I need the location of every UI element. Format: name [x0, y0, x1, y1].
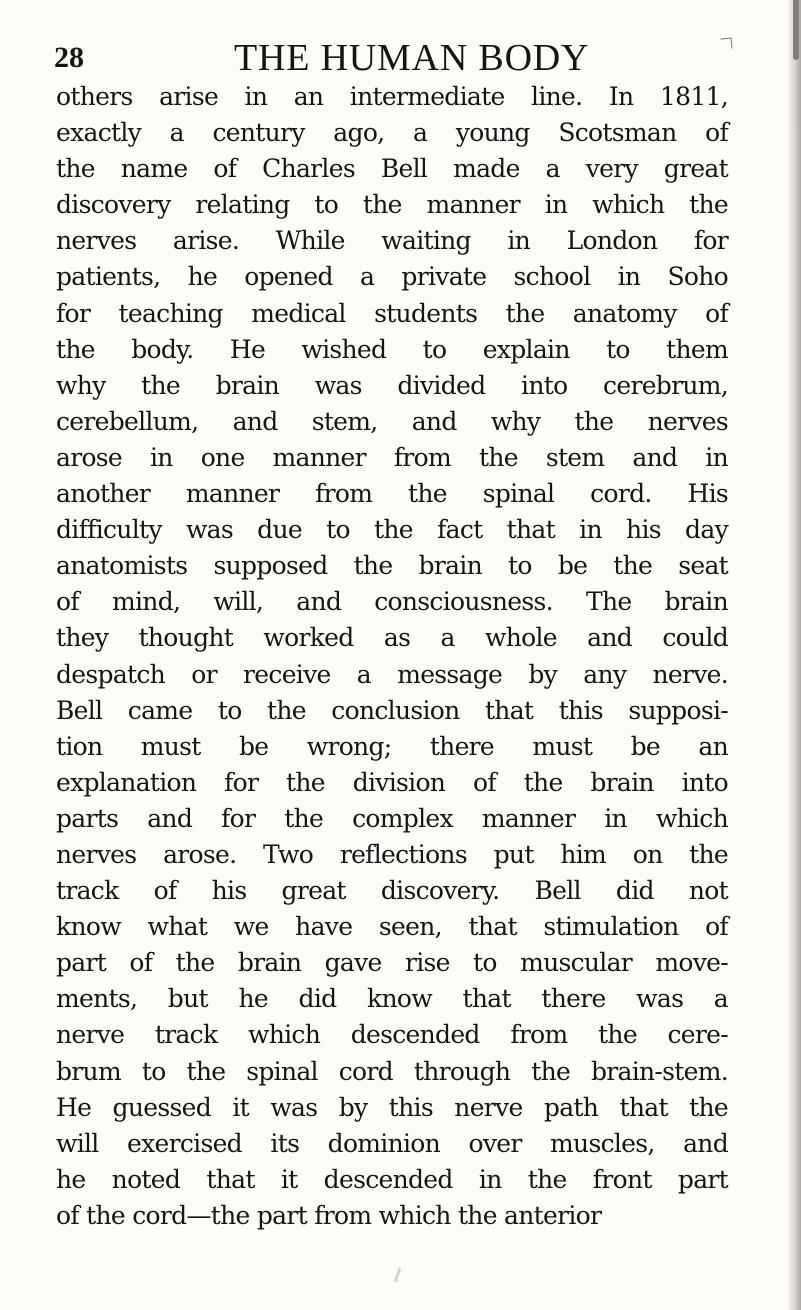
text-line: ments, but he did know that there was a: [56, 984, 728, 1014]
text-line: despatch or receive a message by any nerve.: [56, 659, 728, 689]
page-edge-shadow: [788, 0, 801, 1310]
body-text: [56, 79, 728, 1234]
text-line: nerves arose. Two reflections put him on the: [56, 839, 728, 869]
text-line: the body. He wished to explain to them: [56, 334, 728, 364]
text-line: brum to the spinal cord through the brain-stem.: [56, 1056, 728, 1086]
text-line: nerve track which descended from the cere-: [56, 1020, 728, 1050]
text-line: exactly a century ago, a young Scotsman of: [56, 118, 728, 148]
text-line: tion must be wrong; there must be an: [56, 731, 728, 761]
text-line: of mind, will, and consciousness. The brain: [56, 587, 728, 617]
text-line: anatomists supposed the brain to be the seat: [56, 551, 728, 581]
text-line: cerebellum, and stem, and why the nerves: [56, 406, 728, 436]
text-line: he noted that it descended in the front part: [56, 1164, 728, 1194]
text-line: discovery relating to the manner in which the: [56, 190, 728, 220]
text-line: part of the brain gave rise to muscular move-: [56, 948, 728, 978]
text-line: track of his great discovery. Bell did not: [56, 876, 728, 906]
text-line: they thought worked as a whole and could: [56, 623, 728, 653]
page-corner-mark-icon: [720, 37, 732, 49]
paper-speck: [394, 1268, 402, 1282]
text-line: know what we have seen, that stimulation of: [56, 912, 728, 942]
page-number: 28: [54, 41, 84, 74]
text-line: nerves arise. While waiting in London for: [56, 226, 728, 256]
text-line: arose in one manner from the stem and in: [56, 442, 728, 472]
text-line: difficulty was due to the fact that in his day: [56, 515, 728, 545]
running-head: [54, 36, 742, 80]
text-line: will exercised its dominion over muscles, and: [56, 1128, 728, 1158]
text-line: explanation for the division of the brain into: [56, 767, 728, 797]
text-line: another manner from the spinal cord. His: [56, 479, 728, 509]
text-line: Bell came to the conclusion that this supposi-: [56, 695, 728, 725]
text-line: others arise in an intermediate line. In 1811,: [56, 82, 728, 111]
text-line: He guessed it was by this nerve path that the: [56, 1092, 728, 1122]
text-line: of the cord—the part from which the anterior: [56, 1200, 602, 1230]
text-line: for teaching medical students the anatomy of: [56, 298, 728, 328]
running-title: THE HUMAN BODY: [234, 37, 590, 79]
text-line: parts and for the complex manner in which: [56, 803, 728, 833]
page-edge-notch: [793, 0, 799, 60]
text-line: patients, he opened a private school in Soho: [56, 262, 728, 292]
text-line: why the brain was divided into cerebrum,: [56, 370, 728, 400]
text-line: the name of Charles Bell made a very great: [56, 154, 728, 184]
